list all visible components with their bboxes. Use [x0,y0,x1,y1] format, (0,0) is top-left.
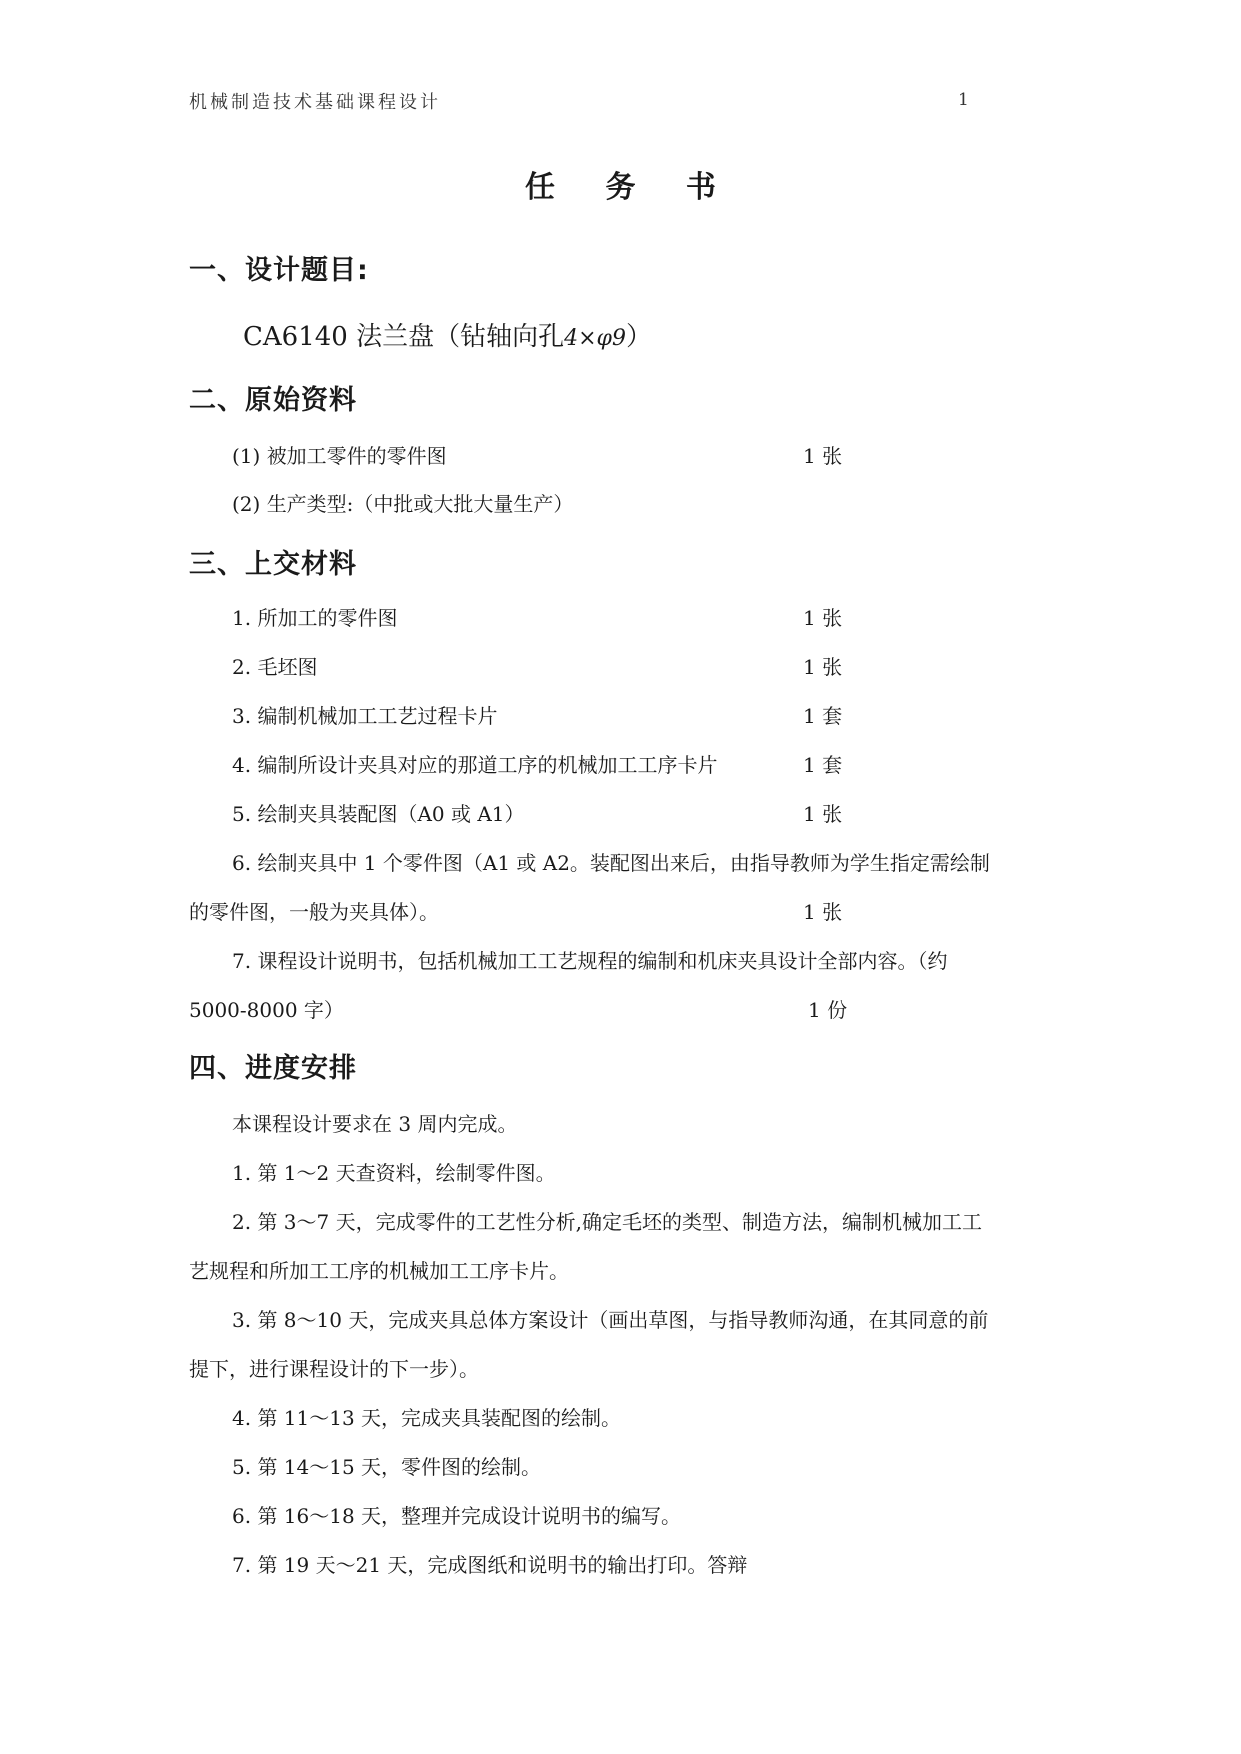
section-heading-submissions: 三、上交材料 [189,549,357,580]
original-data-item-label: (1) 被加工零件的零件图 [232,444,447,468]
document-title: 任 务 书 [525,170,736,205]
page-number: 1 [958,90,969,110]
submission-item-qty: 1 张 [803,802,843,826]
schedule-step: 6. 第 16～18 天，整理并完成设计说明书的编写。 [232,1504,682,1528]
schedule-intro: 本课程设计要求在 3 周内完成。 [232,1112,518,1136]
submission-item-qty: 1 张 [803,655,843,679]
subject-close: ） [625,322,652,352]
submission-item6-line1: 6. 绘制夹具中 1 个零件图（A1 或 A2。装配图出来后，由指导教师为学生指定需绘制 [232,851,990,875]
schedule-step: 1. 第 1～2 天查资料，绘制零件图。 [232,1161,556,1185]
header-course-title: 机械制造技术基础课程设计 [189,92,441,113]
schedule-step: 4. 第 11～13 天，完成夹具装配图的绘制。 [232,1406,622,1430]
submission-item-qty: 1 套 [803,753,843,777]
submission-item6-line2: 的零件图，一般为夹具体）。 [189,900,439,924]
submission-item-label: 3. 编制机械加工工艺过程卡片 [232,704,498,728]
submission-item7-line2: 5000-8000 字） [189,998,344,1022]
submission-item-qty: 1 套 [803,704,843,728]
schedule-step: 2. 第 3～7 天，完成零件的工艺性分析,确定毛坯的类型、制造方法，编制机械加工工 [232,1210,982,1234]
submission-item6-qty: 1 张 [803,900,843,924]
submission-item-label: 1. 所加工的零件图 [232,606,398,630]
schedule-step: 5. 第 14～15 天，零件图的绘制。 [232,1455,542,1479]
schedule-step: 7. 第 19 天～21 天，完成图纸和说明书的输出打印。答辩 [232,1553,748,1577]
subject-math: 4×φ9 [564,326,626,351]
original-data-item-qty: 1 张 [803,444,843,468]
original-data-item-label: (2) 生产类型:（中批或大批大量生产） [232,492,574,516]
design-subject [243,316,652,353]
schedule-step-continued: 艺规程和所加工工序的机械加工工序卡片。 [189,1259,569,1283]
subject-text: CA6140 法兰盘（钻轴向孔 [243,322,565,352]
submission-item7-qty: 1 份 [808,998,848,1022]
schedule-step-continued: 提下，进行课程设计的下一步）。 [189,1357,479,1381]
submission-item-qty: 1 张 [803,606,843,630]
section-heading-schedule: 四、进度安排 [189,1053,357,1084]
section-heading-original-data: 二、原始资料 [189,385,357,416]
schedule-step: 3. 第 8～10 天，完成夹具总体方案设计（画出草图，与指导教师沟通，在其同意的前 [232,1308,989,1332]
submission-item-label: 2. 毛坯图 [232,655,318,679]
submission-item-label: 4. 编制所设计夹具对应的那道工序的机械加工工序卡片 [232,753,718,777]
submission-item7-line1: 7. 课程设计说明书，包括机械加工工艺规程的编制和机床夹具设计全部内容。（约 [232,949,948,973]
submission-item-label: 5. 绘制夹具装配图（A0 或 A1） [232,802,525,826]
section-heading-design-topic: 一、设计题目: [189,255,369,286]
